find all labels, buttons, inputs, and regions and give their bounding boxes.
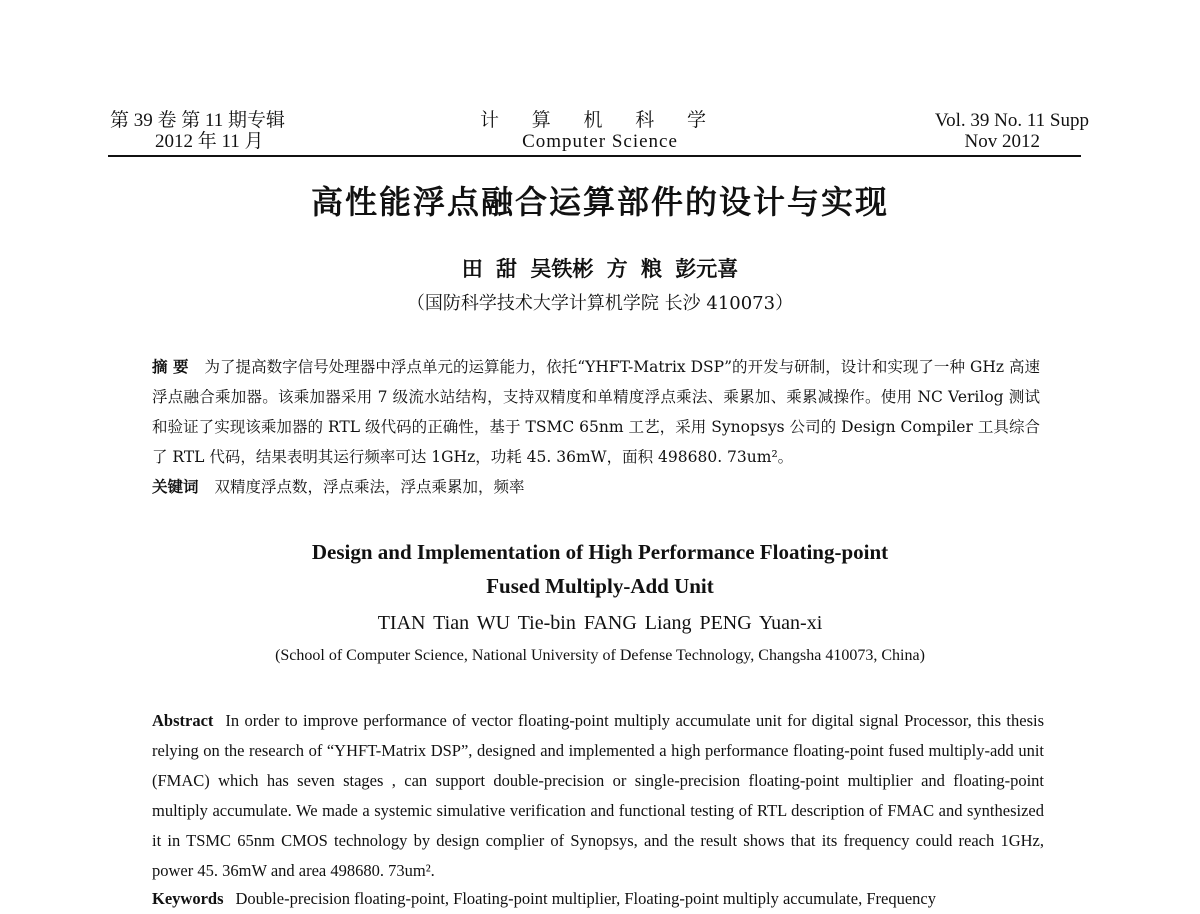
keywords-text-en: Double-precision floating-point, Floating-point multiplier, Floating-point multiply accumulate, Frequency xyxy=(235,889,936,908)
abstract-label-cn: 摘 要 xyxy=(152,358,189,376)
keywords-label-cn: 关键词 xyxy=(152,478,199,496)
authors-en: TIAN Tian WU Tie-bin FANG Liang PENG Yuan-xi xyxy=(377,612,823,634)
abstract-cn xyxy=(152,352,1040,472)
keywords-en xyxy=(152,884,1044,914)
journal-name-en: Computer Science xyxy=(522,131,678,152)
affiliation-en: (School of Computer Science, National University of Defense Technology, Changsha 410073, China) xyxy=(275,647,925,664)
keywords-label-en: Keywords xyxy=(152,889,224,908)
abstract-text-cn: 为了提高数字信号处理器中浮点单元的运算能力，依托“YHFT-Matrix DSP”的开发与研制，设计和实现了一种 GHz 高速浮点融合乘加器。该乘加器采用 7 级流水站结构，支持双精度和单精度浮点乘法、乘累加、乘累减操作。使用 NC Verilog 测试和验证了实现该乘加器的 RTL 级代码的正确性，基于 TSMC 65nm 工艺，采用 Synopsys 公司的 Design Compiler 工具综合了 RTL 代码，结果表明其运行频率可达 1GHz，功耗 45. 36mW，面积 498680. 73um²。 xyxy=(152,358,1041,466)
journal-name-cn: 计 算 机 科 学 xyxy=(479,110,720,131)
journal-volume-en: Vol. 39 No. 11 Supp xyxy=(934,110,1089,131)
abstract-en xyxy=(152,706,1044,886)
journal-date-en: Nov 2012 xyxy=(964,131,1040,152)
journal-volume-issue: 第 39 卷 第 11 期专辑 xyxy=(110,110,286,131)
authors-cn: 田 甜 吴铁彬 方 粮 彭元喜 xyxy=(461,257,739,281)
paper-title-en-line2: Fused Multiply-Add Unit xyxy=(486,574,714,598)
header-rule xyxy=(108,155,1081,157)
paper-title-en-line1: Design and Implementation of High Performance Floating-point xyxy=(311,540,889,564)
journal-date-cn: 2012 年 11 月 xyxy=(155,131,264,152)
paper-title-en xyxy=(0,535,1200,603)
abstract-label-en: Abstract xyxy=(152,711,214,730)
abstract-text-en: In order to improve performance of vector floating-point multiply accumulate unit for digital signal Processor, this thesis relying on the research of “YHFT-Matrix DSP”, designed and implemented a high performance floating-point fused multiply-add unit (FMAC) which has seven stages , can support double-precision or single-precision floating-point multiplier and floating-point multiply accumulate. We made a systemic simulative verification and functional testing of RTL description of FMAC and synthesized it in TSMC 65nm CMOS technology by design complier of Synopsys, and the result shows that its frequency could reach 1GHz, power 45. 36mW and area 498680. 73um². xyxy=(152,711,1044,880)
affiliation-cn: （国防科学技术大学计算机学院 长沙 410073） xyxy=(406,293,794,314)
keywords-text-cn: 双精度浮点数，浮点乘法，浮点乘累加，频率 xyxy=(214,478,525,496)
keywords-cn xyxy=(152,472,1040,502)
paper-title-cn: 高性能浮点融合运算部件的设计与实现 xyxy=(310,183,889,221)
